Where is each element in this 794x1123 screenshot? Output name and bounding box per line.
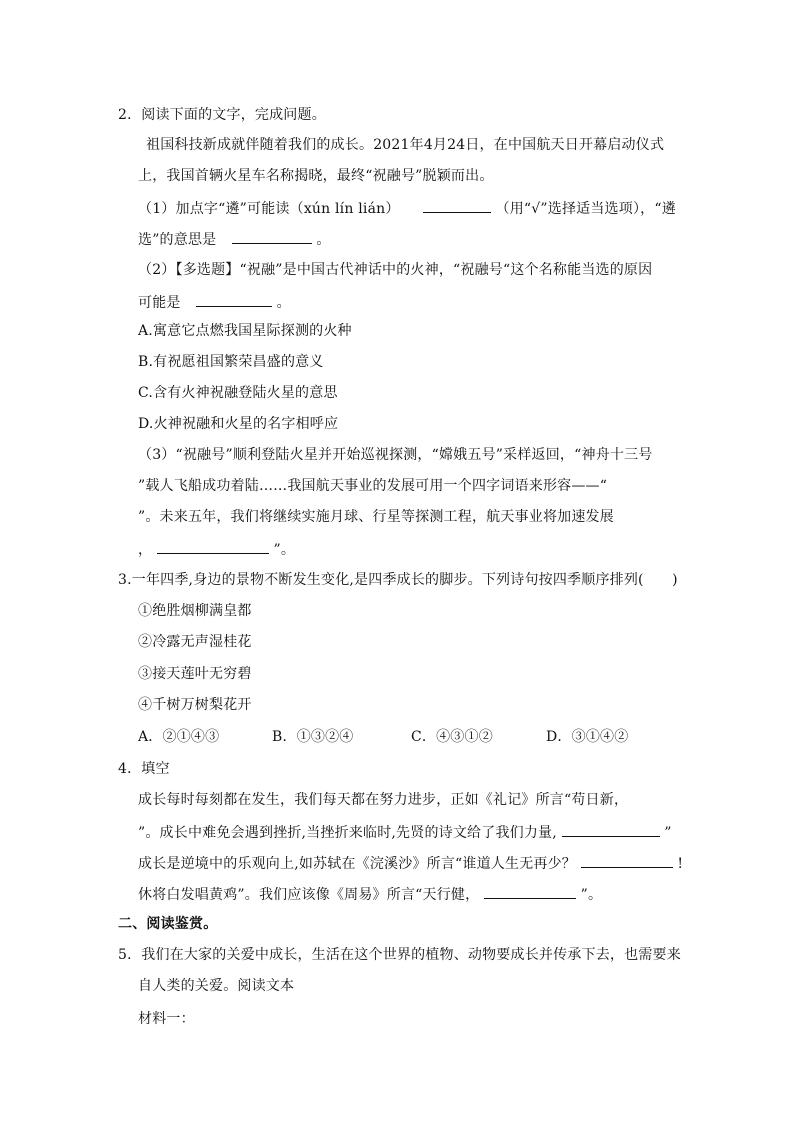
q4-line-2-text: ”。成长中难免会遇到挫折,当挫折来临时,先贤的诗文给了我们力量,	[138, 825, 557, 841]
answer-blank[interactable]	[423, 198, 491, 213]
q3-verse-4: ④千树万树梨花开	[138, 697, 252, 713]
punctuation: ”。	[580, 887, 603, 903]
punctuation: !	[677, 856, 684, 872]
q2-sub2-line-2	[138, 292, 291, 312]
q3-choice-b[interactable]: B．①③②④	[272, 729, 354, 745]
q4-line-2	[138, 822, 672, 842]
answer-blank[interactable]	[232, 229, 312, 244]
q2-sub1-line-1	[138, 198, 676, 218]
q3-verse-1: ①绝胜烟柳满皇都	[138, 603, 252, 619]
q2-sub3-line-4	[138, 539, 295, 559]
q2-sub3-line-1: （3）“祝融号”顺利登陆火星并开始巡视探测，“嫦娥五号”采样返回，“神舟十三号	[138, 447, 653, 463]
section-2-heading: 二、阅读鉴赏。	[118, 916, 218, 932]
q2-title: 2．阅读下面的文字，完成问题。	[118, 107, 326, 123]
q2-sub1-instruction: （用“√”选择适当选项），“遴	[495, 201, 676, 217]
q4-line-3-text: 成长是逆境中的乐观向上,如苏轼在《浣溪沙》所言“谁道人生无再少？	[138, 856, 577, 872]
q4-title: 4．填空	[118, 761, 170, 777]
q2-option-c: C.含有火神祝融登陆火星的意思	[138, 385, 338, 401]
q3-verse-2: ②冷露无声湿桂花	[138, 634, 252, 650]
q4-line-4-text: 休将白发唱黄鸡”。我们应该像《周易》所言“天行健，	[138, 887, 480, 903]
q3-choice-c[interactable]: C．④③①②	[411, 729, 493, 745]
q3-choice-a[interactable]: A．②①④③	[138, 729, 220, 745]
q2-sub1-prompt: （1）加点字“遴”可能读（xún lín lián）	[138, 201, 400, 217]
answer-blank[interactable]	[562, 822, 660, 837]
punctuation: 。	[276, 295, 291, 311]
q2-sub3-line-3: ”。未来五年，我们将继续实施月球、行星等探测工程，航天事业将加速发展	[138, 509, 614, 525]
q4-line-4	[138, 884, 602, 904]
q5-material-label: 材料一：	[138, 1011, 195, 1027]
q3-choice-d[interactable]: D．③①④②	[546, 729, 629, 745]
q2-passage-line-2: 上，我国首辆火星车名称揭晓，最终“祝融号”脱颖而出。	[138, 168, 494, 184]
answer-blank[interactable]	[196, 292, 272, 307]
punctuation: ，	[138, 542, 153, 558]
q5-line-2: 自人类的关爱。阅读文本	[138, 978, 295, 994]
answer-blank[interactable]	[484, 884, 576, 899]
q2-option-a: A.寓意它点燃我国星际探测的火种	[138, 323, 352, 339]
q4-line-3	[138, 853, 683, 873]
q2-passage-line-1: 祖国科技新成就伴随着我们的成长。2021年4月24日，在中国航天日开幕启动仪式	[146, 137, 665, 153]
q2-sub1-line-2	[138, 229, 331, 249]
q2-sub1-meaning-prompt: 选”的意思是	[138, 232, 217, 248]
q2-sub2-prompt: 可能是	[138, 295, 181, 311]
punctuation: ”	[664, 825, 672, 841]
punctuation: 。	[316, 232, 331, 248]
q2-sub3-line-2: ”载人飞船成功着陆……我国航天事业的发展可用一个四字词语来形容——“	[138, 478, 608, 494]
q2-sub2-line-1: （2）【多选题】“祝融”是中国古代神话中的火神，“祝融号“这个名称能当选的原因	[138, 262, 653, 278]
q3-verse-3: ③接天莲叶无穷碧	[138, 666, 252, 682]
q4-line-1: 成长每时每刻都在发生，我们每天都在努力进步，正如《礼记》所言“苟日新，	[138, 792, 629, 808]
q2-option-b: B.有祝愿祖国繁荣昌盛的意义	[138, 354, 324, 370]
answer-blank[interactable]	[157, 539, 269, 554]
q2-option-d: D.火神祝融和火星的名字相呼应	[138, 416, 339, 432]
punctuation: ”。	[273, 542, 296, 558]
answer-blank[interactable]	[581, 853, 673, 868]
q3-title: 3.一年四季,身边的景物不断发生变化,是四季成长的脚步。下列诗句按四季顺序排列( )	[118, 572, 678, 588]
q5-line-1: 5．我们在大家的关爱中成长，生活在这个世界的植物、动物要成长并传承下去，也需要来	[118, 947, 681, 963]
